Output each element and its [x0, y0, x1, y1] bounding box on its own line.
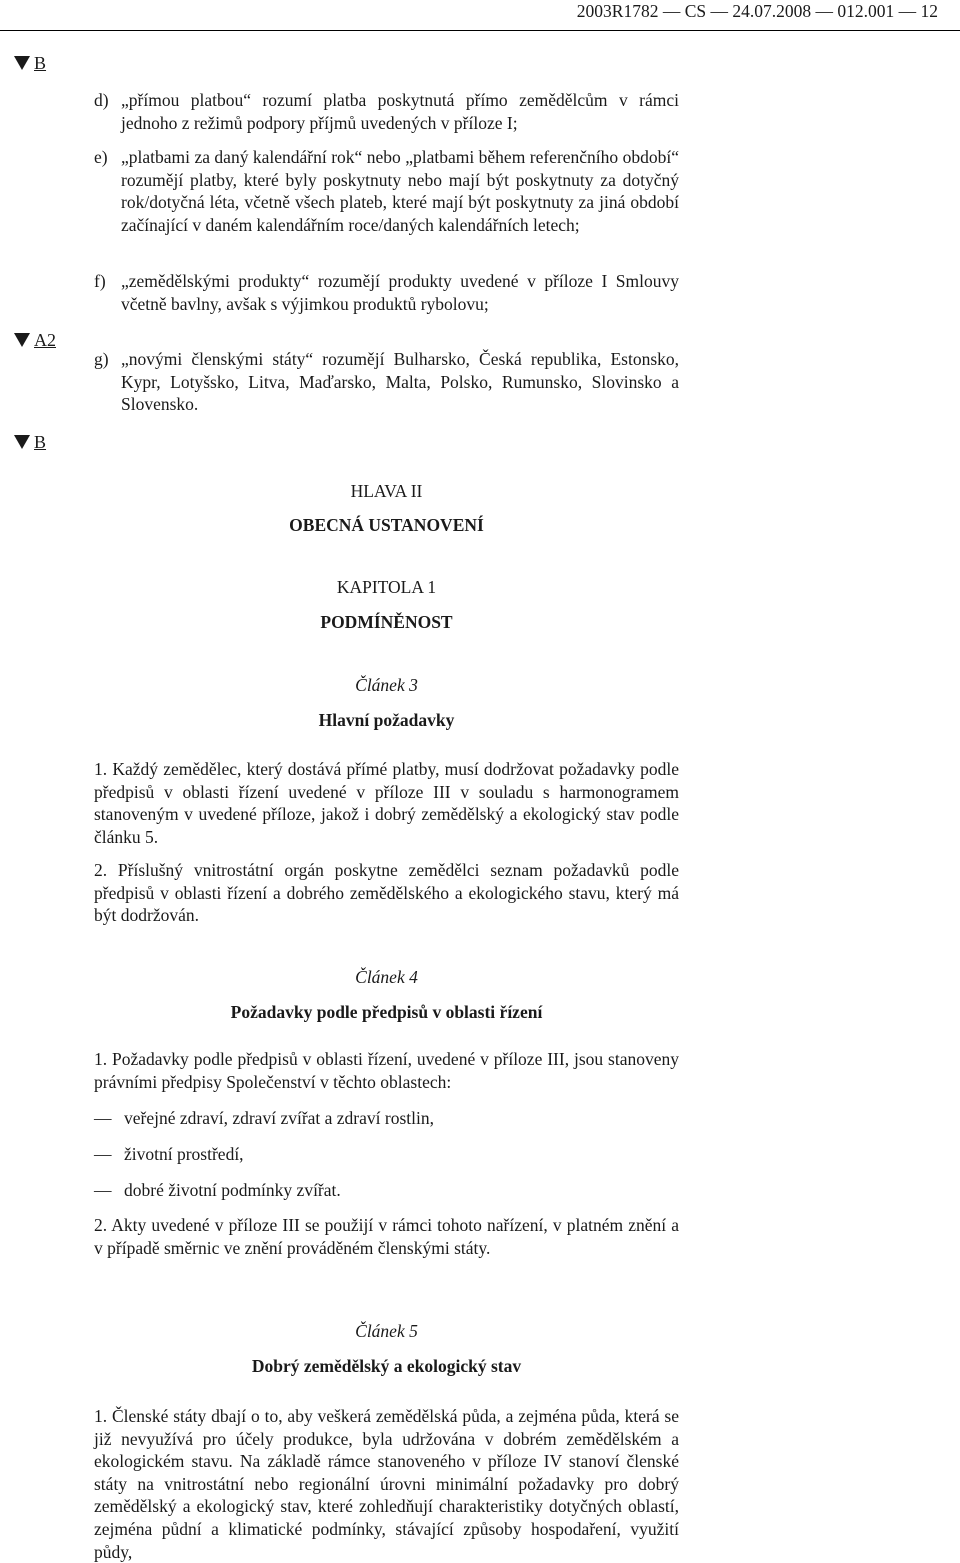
article-paragraph: 2. Akty uvedené v příloze III se použijí v rámci tohoto nařízení, v platném znění a v případě směrnic ve znění prováděném členskými státy.: [94, 1215, 679, 1258]
article-paragraph: 1. Členské státy dbají o to, aby veškerá zemědělská půda, a zejména půda, která se již nevyužívá pro účely produkce, byla udržována v dobrém zemědělském a ekologickém stavu. Na základě rámce stanoveného v příloze IV stanoví členské státy na vnitrostátní nebo regionální úrovni minimální požadavky pro dobrý zemědělský a ekologický stav, které zohledňují charakteristiky dotyčných oblastí, zejména půdní a klimatické podmínky, stávající způsoby hospodaření, využití půdy,: [94, 1406, 679, 1562]
triangle-down-icon: [14, 435, 30, 449]
definition-item: e) „platbami za daný kalendářní rok“ nebo „platbami během referenčního období“ rozumějí platby, které byly poskytnuty nebo mají být poskytnuty za dotyčný rok/dotyčná léta, včetně všech plateb, které mají být poskytnuty za jiná období začínající v daném kalendářním roce/daných kalendářních letech;: [94, 147, 679, 235]
list-item: — životní prostředí,: [94, 1144, 244, 1164]
title-heading: OBECNÁ USTANOVENÍ: [289, 515, 484, 535]
amendment-marker: B: [14, 431, 46, 453]
definition-item: d) „přímou platbou“ rozumí platba poskytnutá přímo zemědělcům v rámci jednoho z režimů podpory příjmů uvedených v příloze I;: [94, 90, 679, 133]
article-paragraph: 1. Požadavky podle předpisů v oblasti řízení, uvedené v příloze III, jsou stanoveny právními předpisy Společenství v těchto oblastech:: [94, 1049, 679, 1092]
list-item: — dobré životní podmínky zvířat.: [94, 1180, 341, 1200]
page-header: [0, 0, 960, 31]
triangle-down-icon: [14, 333, 30, 347]
list-item: — veřejné zdraví, zdraví zvířat a zdraví rostlin,: [94, 1108, 434, 1128]
chapter-number: KAPITOLA 1: [336, 577, 437, 597]
definition-item: f) „zemědělskými produkty“ rozumějí produkty uvedené v příloze I Smlouvy včetně bavlny, avšak s výjimkou produktů rybolovu;: [94, 271, 679, 314]
dash-icon: —: [94, 1108, 112, 1128]
dash-icon: —: [94, 1180, 112, 1200]
article-heading: Požadavky podle předpisů v oblasti řízení: [230, 1002, 543, 1022]
chapter-heading: PODMÍNĚNOST: [320, 612, 453, 632]
definition-item: g) „novými členskými státy“ rozumějí Bulharsko, Česká republika, Estonsko, Kypr, Lotyšsko, Litva, Maďarsko, Malta, Polsko, Rumunsko, Slovinsko a Slovensko.: [94, 349, 679, 415]
triangle-down-icon: [14, 56, 30, 70]
article-paragraph: 1. Každý zemědělec, který dostává přímé platby, musí dodržovat požadavky podle předpisů v oblasti řízení uvedené v příloze III v souladu s harmonogramem stanoveným v uvedené příloze, jakož i dobrý zemědělský a ekologický stav podle článku 5.: [94, 759, 679, 847]
article-heading: Dobrý zemědělský a ekologický stav: [251, 1356, 522, 1376]
article-heading: Hlavní požadavky: [318, 710, 455, 730]
title-number: HLAVA II: [350, 481, 423, 501]
amendment-marker: A2: [14, 329, 56, 351]
amendment-marker: B: [14, 52, 46, 74]
article-number: Článek 5: [355, 1321, 418, 1341]
article-number: Článek 3: [355, 675, 418, 695]
document-reference: 2003R1782 — CS — 24.07.2008 — 012.001 — 12: [576, 1, 938, 21]
dash-icon: —: [94, 1144, 112, 1164]
article-number: Článek 4: [355, 967, 418, 987]
article-paragraph: 2. Příslušný vnitrostátní orgán poskytne zemědělci seznam požadavků podle předpisů v oblasti řízení a dobrého zemědělského a ekologického stavu, který má být dodržován.: [94, 860, 679, 926]
